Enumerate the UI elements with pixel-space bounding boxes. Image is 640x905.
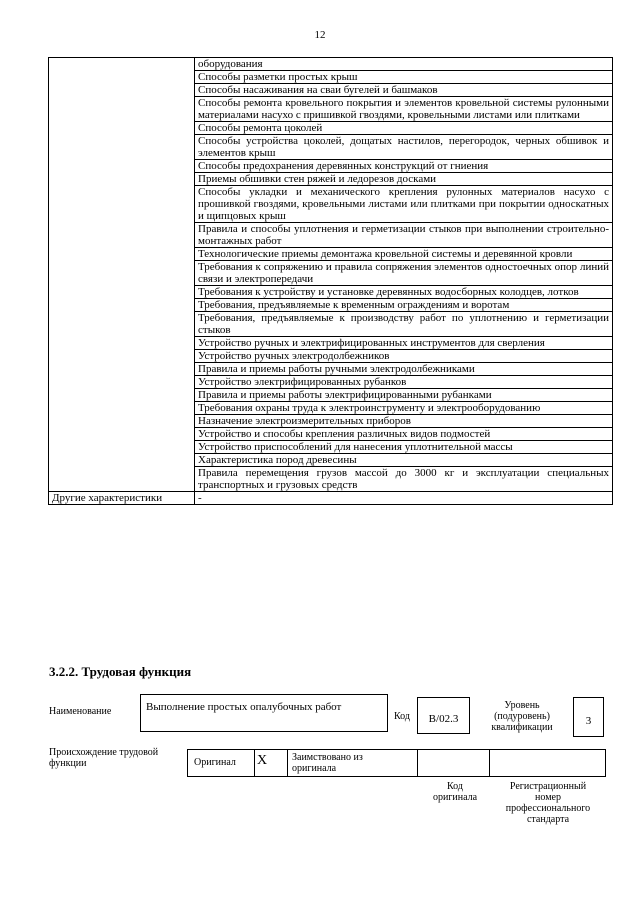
knowledge-item: оборудования	[195, 58, 613, 71]
code-original-caption: Код оригинала	[432, 781, 478, 803]
knowledge-left-cell	[49, 58, 195, 492]
code-box	[417, 697, 470, 734]
knowledge-item: Правила перемещения грузов массой до 3000 кг и эксплуатации специальных транспортных и грузовых средств	[195, 467, 613, 492]
knowledge-item: Характеристика пород древесины	[195, 454, 613, 467]
level-label: Уровень (подуровень) квалификации	[491, 700, 553, 733]
name-label: Наименование	[49, 706, 112, 717]
code-value: B/02.3	[428, 713, 459, 725]
knowledge-item: Правила и способы уплотнения и герметизации стыков при выполнении строительно-монтажных работ	[195, 223, 613, 248]
other-characteristics-label: Другие характеристики	[49, 492, 195, 505]
original-label: Оригинал	[194, 757, 236, 768]
knowledge-item: Правила и приемы работы ручными электродолбежниками	[195, 363, 613, 376]
knowledge-item: Технологические приемы демонтажа кровельной системы и деревянной кровли	[195, 248, 613, 261]
page-number: 12	[314, 29, 326, 41]
borrowed-label: Заимствовано из оригинала	[292, 752, 363, 774]
knowledge-item: Способы предохранения деревянных конструкций от гниения	[195, 160, 613, 173]
knowledge-item: Способы укладки и механического крепления рулонных материалов насухо с прошивкой гвоздями, кровельными листами или плитками при покрытии односкатных и щипцовых крыш	[195, 186, 613, 223]
knowledge-item: Устройство приспособлений для нанесения уплотнительной массы	[195, 441, 613, 454]
knowledge-item: Способы разметки простых крыш	[195, 71, 613, 84]
knowledge-item: Способы ремонта кровельного покрытия и элементов кровельной системы рулонными материалами насухо с пришивкой гвоздями, кровельными листами или плитками	[195, 97, 613, 122]
function-name-box	[140, 694, 388, 732]
origin-label: Происхождение трудовой функции	[49, 747, 159, 769]
level-value: 3	[585, 715, 592, 727]
knowledge-item: Способы ремонта цоколей	[195, 122, 613, 135]
other-characteristics-value: -	[195, 492, 613, 505]
knowledge-item: Требования охраны труда к электроинструменту и электрооборудованию	[195, 402, 613, 415]
knowledge-item: Требования, предъявляемые к производству работ по уплотнению и герметизации стыков	[195, 312, 613, 337]
knowledge-item: Устройство ручных электродолбежников	[195, 350, 613, 363]
knowledge-item: Приемы обшивки стен ряжей и ледорезов досками	[195, 173, 613, 186]
function-name-value: Выполнение простых опалубочных работ	[146, 701, 342, 713]
knowledge-item: Требования, предъявляемые к временным ограждениям и воротам	[195, 299, 613, 312]
knowledge-item: Устройство ручных и электрифицированных инструментов для сверления	[195, 337, 613, 350]
knowledge-item: Назначение электроизмерительных приборов	[195, 415, 613, 428]
code-label: Код	[394, 711, 410, 722]
knowledge-item: Способы устройства цоколей, дощатых настилов, перегородок, черных обшивок и элементов крыш	[195, 135, 613, 160]
knowledge-item: Устройство электрифицированных рубанков	[195, 376, 613, 389]
knowledge-item: Способы насаживания на сваи бугелей и башмаков	[195, 84, 613, 97]
original-mark: X	[257, 753, 268, 768]
knowledge-table	[48, 57, 613, 505]
level-box	[573, 697, 604, 737]
section-heading: 3.2.2. Трудовая функция	[49, 664, 192, 679]
knowledge-row	[49, 58, 613, 71]
registration-number-caption: Регистрационный номер профессионального стандарта	[505, 781, 591, 825]
knowledge-item: Требования к сопряжению и правила сопряжения элементов одностоечных опор линий связи и электропередачи	[195, 261, 613, 286]
origin-row	[187, 749, 606, 777]
knowledge-item: Правила и приемы работы электрифицированными рубанками	[195, 389, 613, 402]
other-characteristics-row	[49, 492, 613, 505]
knowledge-item: Требования к устройству и установке деревянных водосборных колодцев, лотков	[195, 286, 613, 299]
knowledge-item: Устройство и способы крепления различных видов подмостей	[195, 428, 613, 441]
